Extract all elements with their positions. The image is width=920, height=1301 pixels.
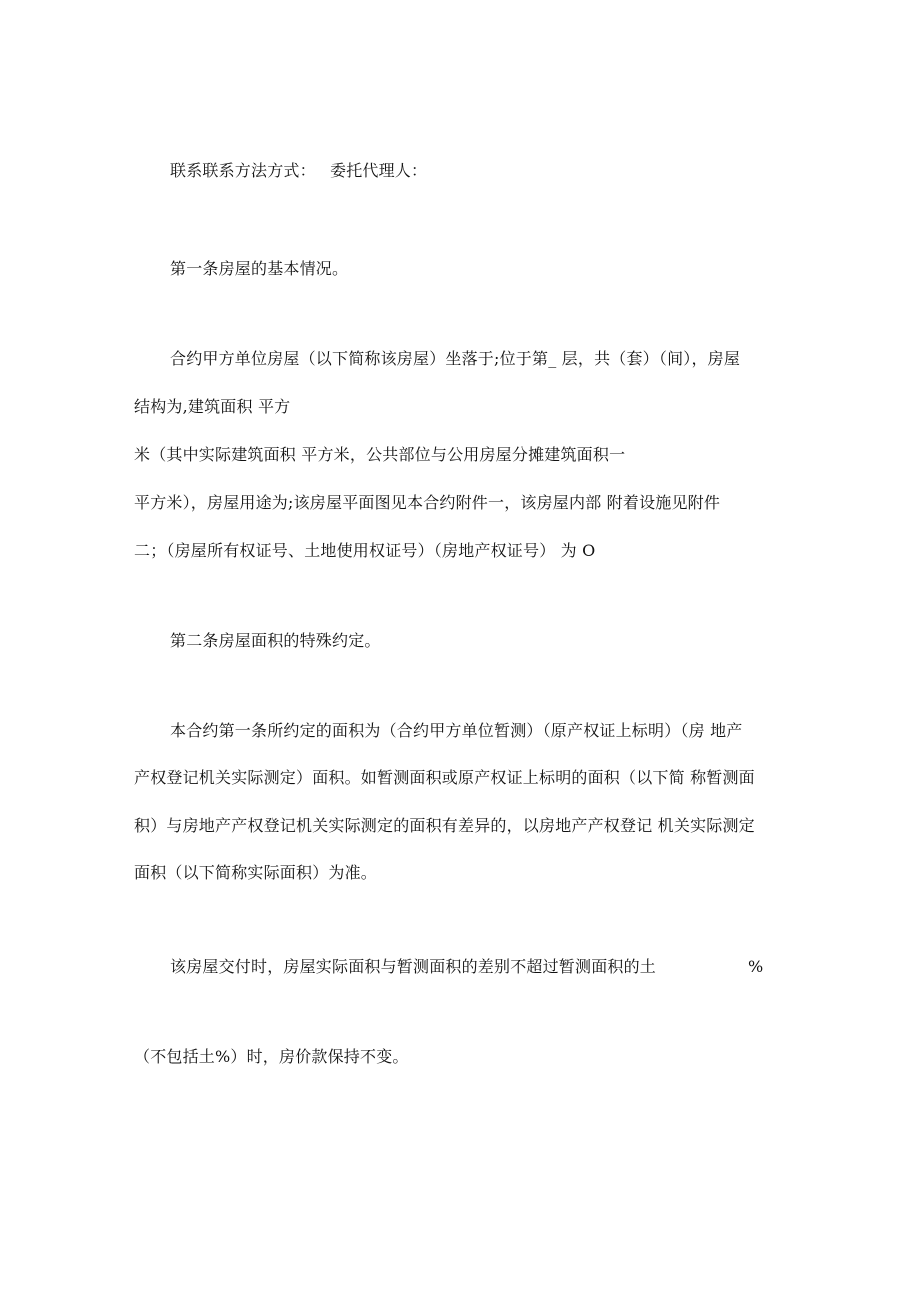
article1-line: 平方米），房屋用途为;该房屋平面图见本合约附件一，该房屋内部 附着设施见附件 — [134, 493, 721, 512]
tolerance-tail: （不包括土%）时，房价款保持不变。 — [134, 1047, 409, 1066]
article2-heading: 第二条房屋面积的特殊约定。 — [170, 631, 381, 650]
agent-label: 委托代理人： — [330, 161, 428, 180]
tolerance-text: 该房屋交付时，房屋实际面积与暂测面积的差别不超过暂测面积的土 — [170, 957, 657, 976]
article1-line: 合约甲方单位房屋（以下简称该房屋）坐落于;位于第_ 层，共（套）（间），房屋 — [170, 349, 741, 368]
percent-sign: % — [748, 957, 764, 976]
contact-method-label: 联系联系方法方式： — [170, 161, 316, 180]
article1-heading: 第一条房屋的基本情况。 — [170, 259, 349, 278]
article2-line: 面积（以下简称实际面积）为准。 — [134, 863, 378, 882]
article2-line: 产权登记机关实际测定）面积。如暂测面积或原产权证上标明的面积（以下简 称暂测面 — [134, 768, 755, 787]
article2-line: 本合约第一条所约定的面积为（合约甲方单位暂测）（原产权证上标明）（房 地产 — [170, 721, 743, 740]
article1-line: 二；（房屋所有权证号、土地使用权证号）（房地产权证号） 为 O — [134, 541, 596, 560]
article1-line: 米（其中实际建筑面积 平方米，公共部位与公用房屋分摊建筑面积一 — [134, 445, 626, 464]
article1-line: 结构为,建筑面积 平方 — [134, 397, 291, 416]
article2-line: 积）与房地产产权登记机关实际测定的面积有差异的，以房地产产权登记 机关实际测定 — [134, 816, 755, 835]
